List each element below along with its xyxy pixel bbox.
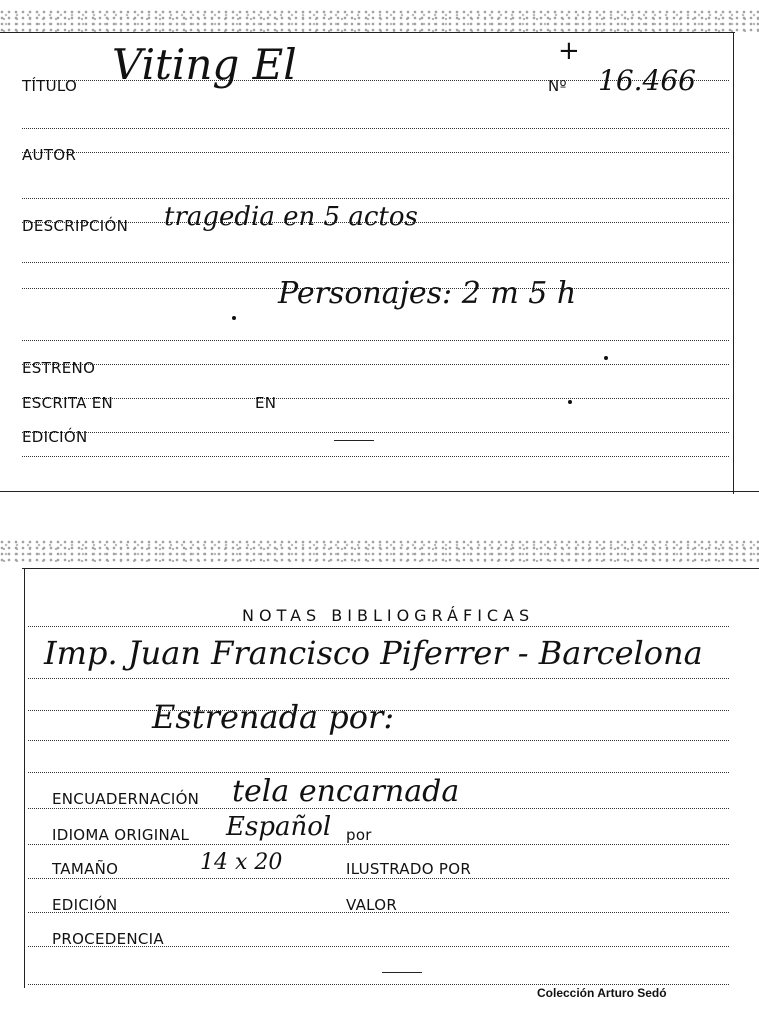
- ruled-line: [28, 740, 729, 741]
- numero-label: Nº: [548, 77, 567, 95]
- titulo-label: TÍTULO: [22, 77, 78, 95]
- descripcion-value: tragedia en 5 actos: [164, 202, 418, 232]
- card-left-border: [24, 568, 25, 988]
- notas-heading: NOTAS BIBLIOGRÁFICAS: [242, 606, 535, 625]
- ruled-line: [28, 710, 729, 711]
- ruled-line: [22, 340, 729, 341]
- idioma-label: IDIOMA ORIGINAL: [52, 826, 190, 844]
- ink-dot: [604, 356, 608, 360]
- escrita-en-label: ESCRITA EN: [22, 394, 114, 412]
- descripcion-label: DESCRIPCIÓN: [22, 217, 129, 235]
- blank-dash: [334, 440, 374, 441]
- personajes-value: Personajes: 2 m 5 h: [278, 276, 577, 311]
- por-label: por: [346, 826, 372, 844]
- ruled-line: [22, 456, 729, 457]
- card-top-border: [0, 32, 735, 33]
- tamano-value: 14 x 20: [200, 850, 283, 875]
- bottom-catalog-card: [0, 540, 759, 1028]
- titulo-value: Viting El: [112, 40, 297, 89]
- estreno-label: ESTRENO: [22, 359, 96, 377]
- top-catalog-card: [0, 0, 759, 495]
- notes-line-2: Estrenada por:: [152, 698, 395, 736]
- ink-dot: [232, 316, 236, 320]
- ruled-line: [28, 844, 729, 845]
- numero-plus-mark: +: [558, 36, 580, 66]
- blank-dash: [382, 972, 422, 973]
- numero-value: 16.466: [598, 64, 696, 97]
- card-edge-speckle: [0, 10, 759, 32]
- edicion-label: EDICIÓN: [52, 896, 118, 914]
- card-right-border: [733, 32, 734, 494]
- ruled-line: [28, 878, 729, 879]
- notes-line-1: Imp. Juan Francisco Piferrer - Barcelona: [44, 634, 703, 672]
- edicion-label: EDICIÓN: [22, 428, 88, 446]
- ruled-line: [22, 262, 729, 263]
- ruled-line: [22, 128, 729, 129]
- ink-dot: [568, 400, 572, 404]
- ruled-line: [22, 152, 729, 153]
- ruled-line: [28, 984, 729, 985]
- en-label: EN: [255, 394, 277, 412]
- collection-footer: Colección Arturo Sedó: [537, 986, 667, 1000]
- card-bottom-border: [0, 491, 759, 492]
- procedencia-label: PROCEDENCIA: [52, 930, 164, 948]
- ruled-line: [22, 432, 729, 433]
- valor-label: VALOR: [346, 896, 398, 914]
- ruled-line: [28, 626, 729, 627]
- encuadernacion-label: ENCUADERNACIÓN: [52, 790, 200, 808]
- ruled-line: [28, 772, 729, 773]
- card-edge-speckle: [0, 540, 759, 562]
- ruled-line: [22, 198, 729, 199]
- card-top-border: [22, 568, 759, 569]
- ilustrado-label: ILUSTRADO POR: [346, 860, 472, 878]
- encuadernacion-value: tela encarnada: [232, 774, 460, 809]
- ruled-line: [22, 364, 729, 365]
- ruled-line: [22, 398, 729, 399]
- idioma-value: Español: [226, 812, 332, 842]
- tamano-label: TAMAÑO: [52, 860, 119, 878]
- autor-label: AUTOR: [22, 146, 77, 164]
- ruled-line: [28, 678, 729, 679]
